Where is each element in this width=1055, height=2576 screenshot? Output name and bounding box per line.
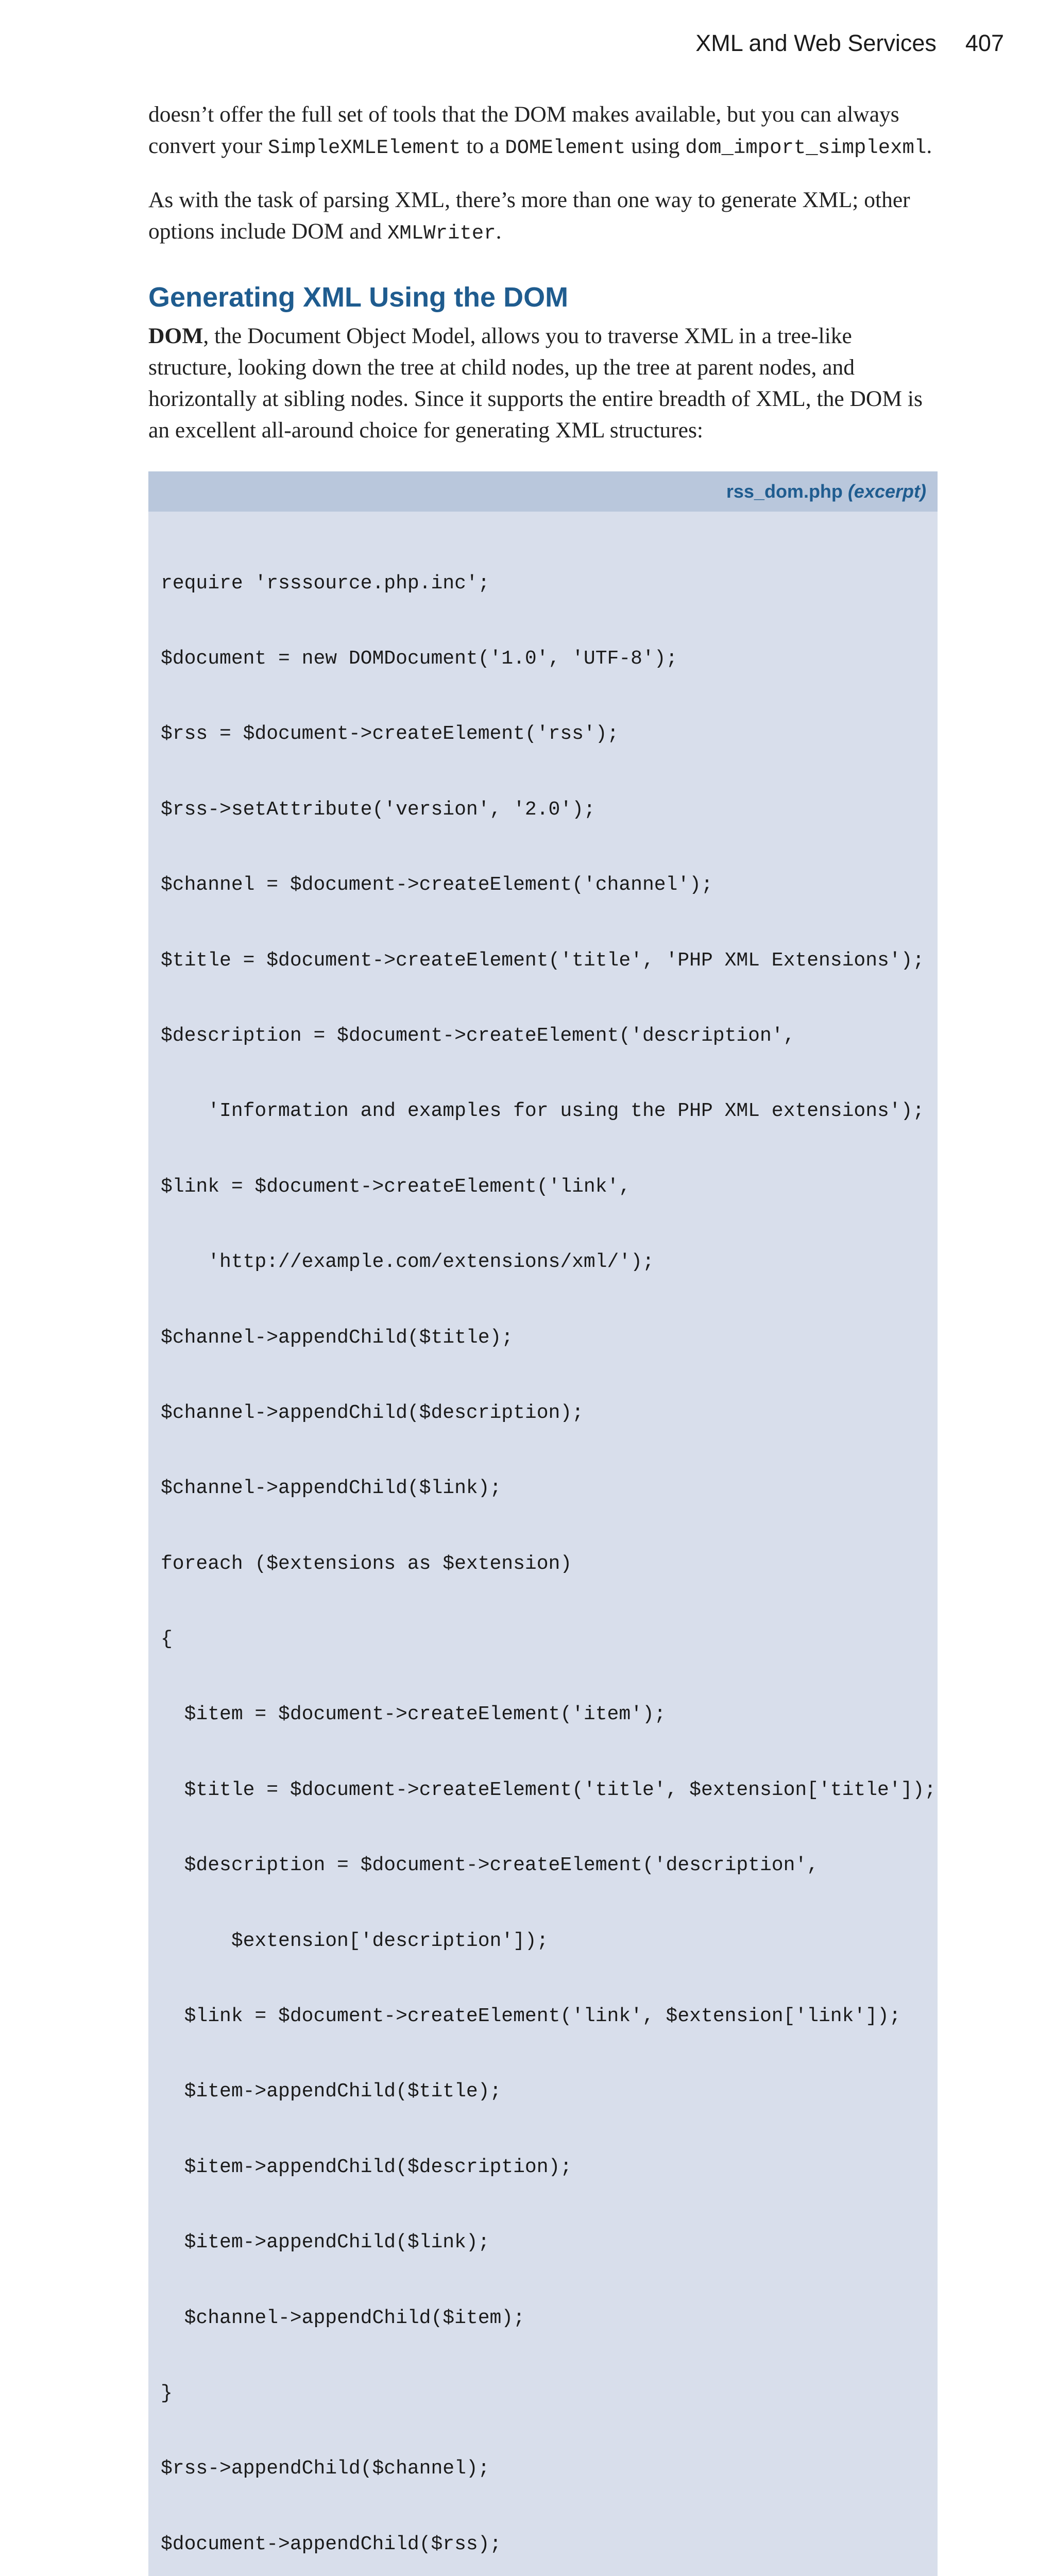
running-head (695, 30, 1004, 57)
page-number: 407 (965, 30, 1004, 56)
code-line: $link = $document->createElement('link', (161, 1175, 631, 1198)
page-content (148, 99, 938, 2576)
inline-code-xmlwriter: XMLWriter (387, 222, 496, 245)
code-line: $document->appendChild($rss); (161, 2533, 502, 2555)
code-line: $item->appendChild($description); (161, 2156, 572, 2178)
code-line: $channel = $document->createElement('channel'); (161, 874, 713, 896)
code-line: $channel->appendChild($item); (161, 2307, 525, 2329)
code-line: $item->appendChild($title); (161, 2080, 502, 2103)
code-listing (148, 471, 938, 2576)
inline-code-dom-import-simplexml: dom_import_simplexml (685, 137, 927, 159)
code-line: $description = $document->createElement('description', (161, 1024, 795, 1047)
paragraph-text: to a (461, 133, 505, 158)
code-line: $extension['description']); (161, 1929, 549, 1952)
code-line: 'http://example.com/extensions/xml/'); (161, 1251, 654, 1274)
inline-code-domelement: DOMElement (505, 137, 626, 159)
paragraph-text: , the Document Object Model, allows you to traverse XML in a tree-like structure, looking down the tree at child nodes, up the tree at parent nodes, and horizontally at sibling nodes. Since it supports the entire breadth of XML, the DOM is an excellent all-around choice for generating XML structures: (148, 324, 923, 443)
paragraph-dom-intro (148, 320, 938, 446)
paragraph-text: . (496, 219, 502, 244)
code-line: $channel->appendChild($description); (161, 1401, 584, 1424)
paragraph-simplexml-conversion (148, 99, 938, 164)
code-line: require 'rsssource.php.inc'; (161, 572, 490, 595)
code-line: $item = $document->createElement('item'); (161, 1703, 666, 1726)
code-filename: rss_dom.php (726, 481, 843, 502)
code-line: foreach ($extensions as $extension) (161, 1552, 572, 1575)
code-listing-header (148, 471, 938, 512)
code-line: $description = $document->createElement('description', (161, 1854, 819, 1877)
inline-code-simplexmlelement: SimpleXMLElement (267, 137, 461, 159)
code-line: { (161, 1628, 173, 1651)
code-line: $rss = $document->createElement('rss'); (161, 723, 619, 745)
code-line: $title = $document->createElement('title', $extension['title']); (161, 1778, 937, 1801)
section-heading: Generating XML Using the DOM (148, 282, 569, 313)
code-line: $rss->setAttribute('version', '2.0'); (161, 798, 595, 821)
code-line: $document = new DOMDocument('1.0', 'UTF-8'); (161, 647, 678, 670)
paragraph-text: As with the task of parsing XML, there’s more than one way to generate XML; other options include DOM and (148, 188, 910, 244)
paragraph-text: . (926, 133, 932, 158)
paragraph-generate-options (148, 184, 938, 249)
code-line: $title = $document->createElement('title', 'PHP XML Extensions'); (161, 949, 925, 972)
code-line: $item->appendChild($link); (161, 2231, 490, 2254)
paragraph-text: doesn’t offer the full set of tools that the DOM makes available, but you can always convert your (148, 102, 899, 158)
code-line: $link = $document->createElement('link', $extension['link']); (161, 2005, 901, 2028)
code-body (148, 512, 938, 2576)
code-line: $channel->appendChild($link); (161, 1477, 502, 1500)
paragraph-text: using (625, 133, 686, 158)
code-line: $rss->appendChild($channel); (161, 2458, 490, 2480)
bold-term-dom: DOM (148, 324, 203, 348)
code-excerpt-note: (excerpt) (847, 481, 926, 502)
code-line: } (161, 2382, 173, 2404)
code-line: 'Information and examples for using the PHP XML extensions'); (161, 1100, 925, 1123)
running-head-title: XML and Web Services (695, 30, 937, 56)
code-line: $channel->appendChild($title); (161, 1326, 514, 1349)
